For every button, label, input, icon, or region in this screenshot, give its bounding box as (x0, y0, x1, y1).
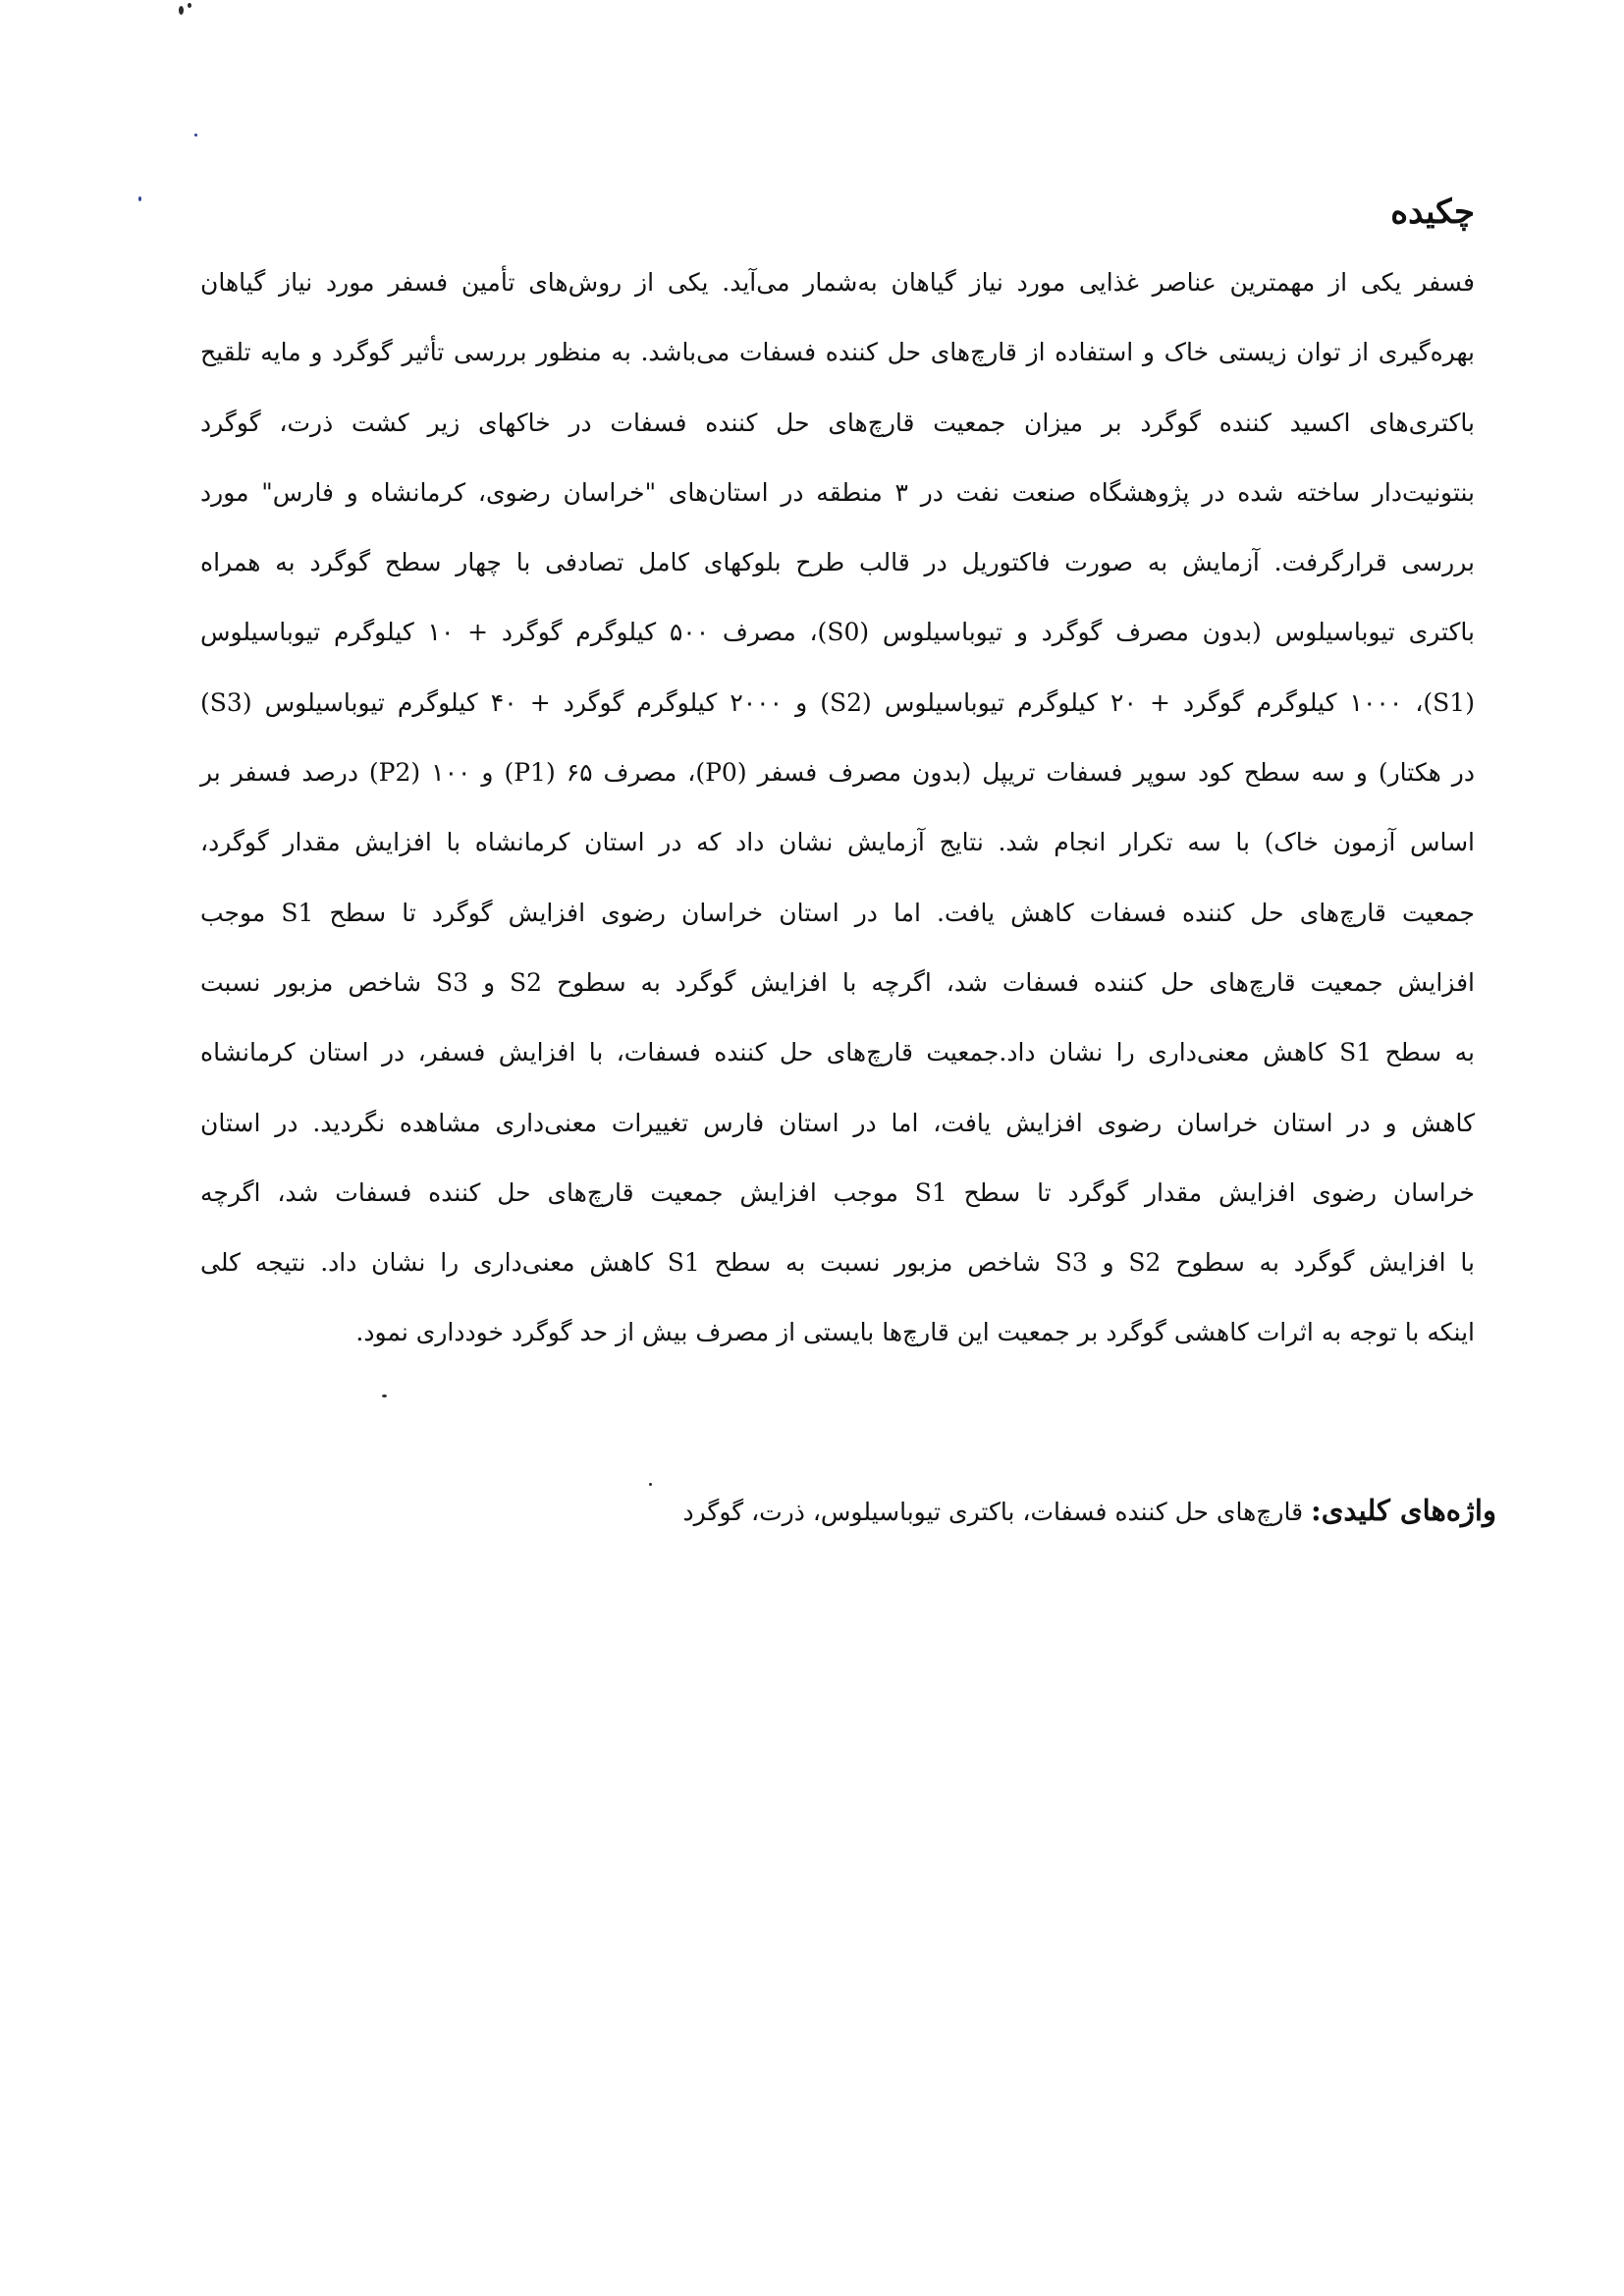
abstract-heading: چکیده (1390, 192, 1475, 232)
abstract-line: باکتری تیوباسیلوس (بدون مصرف گوگرد و تیوباسیلوس (S0)، مصرف ۵۰۰ کیلوگرم گوگرد + ۱۰ کیلوگرم تیوباسیلوس (200, 618, 1475, 647)
abstract-body (200, 253, 1475, 1374)
abstract-line: به سطح S1 کاهش معنی‌داری را نشان داد.جمعیت قارچ‌های حل کننده فسفات، با افزایش فسفر، در استان کرمانشاه (200, 1038, 1475, 1067)
abstract-line: اینکه با توجه به اثرات کاهشی گوگرد بر جمعیت این قارچ‌ها بایستی از مصرف بیش از حد گوگرد خودداری نمود. (355, 1318, 1475, 1347)
scan-speck (649, 1483, 652, 1486)
scan-speck (179, 6, 184, 15)
scan-speck (188, 3, 191, 8)
scan-speck (382, 1394, 387, 1397)
abstract-line: در هکتار) و سه سطح کود سوپر فسفات تریپل (بدون مصرف فسفر (P0)، مصرف ۶۵ (P1) و ۱۰۰ (P2) درصد فسفر بر (200, 758, 1475, 788)
keywords-text: قارچ‌های حل کننده فسفات، باکتری تیوباسیلوس، ذرت، گوگرد (682, 1498, 1304, 1526)
keywords (682, 1481, 1496, 1542)
abstract-line: خراسان رضوی افزایش مقدار گوگرد تا سطح S1 موجب افزایش جمعیت قارچ‌های حل کننده فسفات شد، اگرچه (200, 1177, 1475, 1207)
abstract-line: کاهش و در استان خراسان رضوی افزایش یافت، اما در استان فارس تغییرات معنی‌داری مشاهده نگردید. در استان (200, 1108, 1475, 1137)
abstract-line: بنتونیت‌دار ساخته شده در پژوهشگاه صنعت نفت در ۳ منطقه در استان‌های "خراسان رضوی، کرمانشاه و فارس" مورد (200, 477, 1475, 507)
abstract-line: اساس آزمون خاک) با سه تکرار انجام شد. نتایج آزمایش نشان داد که در استان کرمانشاه با افزایش مقدار گوگرد، (200, 828, 1475, 857)
abstract-line: جمعیت قارچ‌های حل کننده فسفات کاهش یافت. اما در استان خراسان رضوی افزایش گوگرد تا سطح S1 موجب (200, 898, 1476, 927)
scan-speck (194, 134, 197, 137)
abstract-line: با افزایش گوگرد به سطوح S2 و S3 شاخص مزبور نسبت به سطح S1 کاهش معنی‌داری را نشان داد. نتیجه کلی (200, 1248, 1476, 1278)
abstract-line: (S1)، ۱۰۰۰ کیلوگرم گوگرد + ۲۰ کیلوگرم تیوباسیلوس (S2) و ۲۰۰۰ کیلوگرم گوگرد + ۴۰ کیلوگرم تیوباسیلوس (S3) (200, 687, 1475, 717)
abstract-line: بهره‌گیری از توان زیستی خاک و استفاده از قارچ‌های حل کننده فسفات می‌باشد. به منظور بررسی تأثیر گوگرد و مایه تلقیح (200, 338, 1475, 367)
keywords-label: واژه‌های کلیدی: (1311, 1494, 1496, 1527)
abstract-line: باکتری‌های اکسید کننده گوگرد بر میزان جمعیت قارچ‌های حل کننده فسفات در خاکهای زیر کشت ذرت، گوگرد (200, 408, 1475, 437)
abstract-line: بررسی قرارگرفت. آزمایش به صورت فاکتوریل در قالب طرح بلوکهای کامل تصادفی با چهار سطح گوگرد به همراه (200, 548, 1475, 577)
scan-speck (138, 196, 141, 201)
abstract-line: فسفر یکی از مهمترین عناصر غذایی مورد نیاز گیاهان به‌شمار می‌آید. یکی از روش‌های تأمین فسفر مورد نیاز گیاهان (200, 268, 1475, 297)
abstract-line: افزایش جمعیت قارچ‌های حل کننده فسفات شد، اگرچه با افزایش گوگرد به سطوح S2 و S3 شاخص مزبور نسبت (200, 967, 1475, 997)
